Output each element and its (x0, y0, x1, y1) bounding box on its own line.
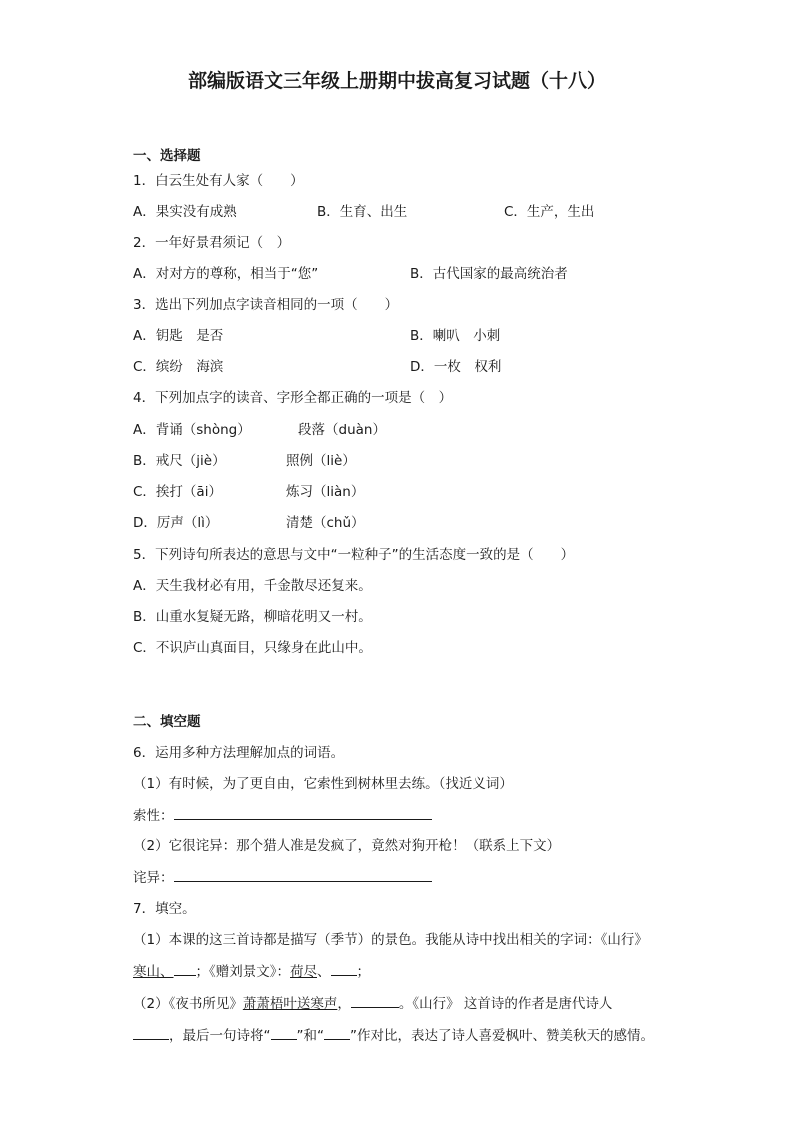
page-title: 部编版语文三年级上册期中拔高复习试题（十八） (187, 70, 606, 92)
question-4-option-a-word1: A．背诵（shòng） (133, 422, 251, 438)
answer-blank[interactable] (174, 867, 432, 882)
text-fragment: ， (337, 996, 351, 1012)
question-1-option-a: A．果实没有成熟 (133, 204, 237, 220)
underlined-word: 荷尽 (290, 964, 317, 980)
text-fragment: （2）《夜书所见》 (133, 996, 243, 1012)
text-fragment: 、 (317, 964, 331, 980)
text-fragment: ；《赠刘景文》： (195, 964, 290, 980)
question-3-option-a: A．钥匙 是否 (133, 328, 224, 344)
question-1-option-c: C．生产，生出 (504, 204, 595, 220)
question-5-option-a: A．天生我材必有用，千金散尽还复来。 (133, 578, 372, 594)
question-4-stem: 4．下列加点字的读音、字形全都正确的一项是（ ） (133, 390, 453, 406)
answer-blank[interactable] (271, 1025, 297, 1040)
question-1-stem: 1．白云生处有人家（ ） (133, 173, 304, 189)
question-3-option-b: B．喇叭 小刺 (410, 328, 501, 344)
text-fragment: ，最后一句诗将“ (169, 1028, 271, 1044)
question-3-option-c: C．缤纷 海滨 (133, 359, 224, 375)
section-heading-choice: 一、选择题 (133, 148, 201, 164)
question-2-stem: 2．一年好景君须记（ ） (133, 235, 291, 251)
question-6-answer-line-1 (133, 805, 432, 826)
question-5-option-c: C．不识庐山真面目，只缘身在此山中。 (133, 640, 372, 656)
question-6-part-2: （2）它很诧异：那个猎人准是发疯了，竟然对狗开枪！（联系上下文） (133, 838, 561, 854)
question-4-option-b-word2: 照例（liè） (286, 453, 356, 469)
question-7-part-2 (133, 993, 612, 1014)
question-2-option-a: A．对对方的尊称，相当于“您” (133, 266, 319, 282)
question-5-option-b: B．山重水复疑无路，柳暗花明又一村。 (133, 609, 372, 625)
question-6-part-1: （1）有时候，为了更自由，它索性到树林里去练。（找近义词） (133, 776, 513, 792)
question-6-answer-line-2 (133, 867, 432, 888)
question-4-option-d-word1: D．厉声（lì） (133, 515, 219, 531)
question-3-option-d: D．一枚 权利 (410, 359, 502, 375)
answer-blank[interactable] (133, 1025, 169, 1040)
answer-label: 索性： (133, 808, 174, 824)
text-fragment: ； (356, 964, 370, 980)
question-7-part-1: （1）本课的这三首诗都是描写（季节）的景色。我能从诗中找出相关的字词：《山行》 (133, 932, 648, 948)
question-7-stem: 7．填空。 (133, 901, 196, 917)
question-4-option-d-word2: 清楚（chǔ） (286, 515, 365, 531)
question-4-option-c-word2: 炼习（liàn） (286, 484, 365, 500)
answer-blank[interactable] (174, 961, 196, 976)
question-7-part-1-line-2 (133, 961, 370, 982)
question-3-stem: 3．选出下列加点字读音相同的一项（ ） (133, 297, 399, 313)
question-4-option-b-word1: B．戒尺（jiè） (133, 453, 226, 469)
question-5-stem: 5．下列诗句所表达的意思与文中“一粒种子”的生活态度一致的是（ ） (133, 547, 575, 563)
question-2-option-b: B．古代国家的最高统治者 (410, 266, 568, 282)
text-fragment: ”和“ (296, 1028, 324, 1044)
question-4-option-c-word1: C．挨打（āi） (133, 484, 222, 500)
text-fragment: ”作对比，表达了诗人喜爱枫叶、赞美秋天的感情。 (350, 1028, 654, 1044)
underlined-word: 寒山、 (133, 964, 174, 980)
answer-blank[interactable] (324, 1025, 350, 1040)
text-fragment: 。《山行》 这首诗的作者是唐代诗人 (398, 996, 613, 1012)
answer-blank[interactable] (351, 993, 399, 1008)
underlined-phrase: 萧萧梧叶送寒声 (242, 996, 338, 1012)
answer-label: 诧异： (133, 870, 174, 886)
question-6-stem: 6．运用多种方法理解加点的词语。 (133, 745, 345, 761)
question-1-option-b: B．生育、出生 (317, 204, 408, 220)
question-7-part-2-line-2 (133, 1025, 654, 1046)
answer-blank[interactable] (331, 961, 357, 976)
question-4-option-a-word2: 段落（duàn） (298, 422, 386, 438)
section-heading-fill: 二、填空题 (133, 714, 201, 730)
answer-blank[interactable] (174, 805, 432, 820)
